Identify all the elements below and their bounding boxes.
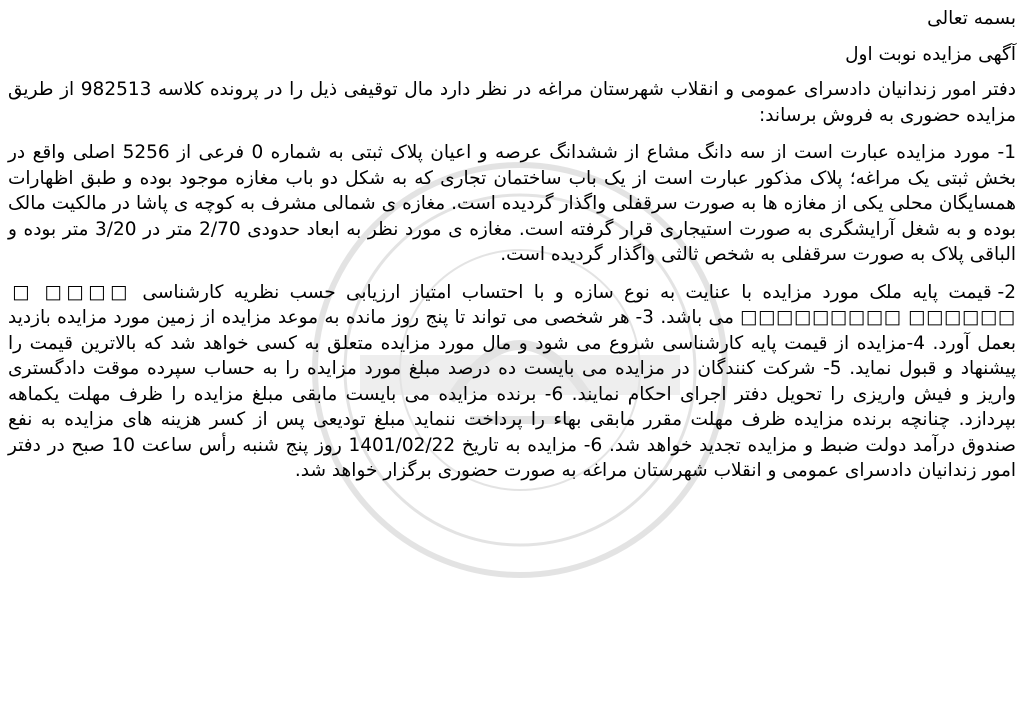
intro-paragraph: دفتر امور زندانیان دادسرای عمومی و انقلاب شهرستان مراغه در نظر دارد مال توقیفی ذیل را در پرونده کلاسه 982513 از طریق مزایده حضوری به فروش برساند: (8, 79, 1016, 126)
item-2-paragraph: 2- قیمت پایه ملک مورد مزایده با عنایت به نوع سازه و با احتساب امتیاز ارزیابی حسب نظریه کارشناسی □□□□ □ □□□□□□ □□□□□□□□□ می باشد. 3- هر شخصی می تواند تا پنج روز مانده به موعد مزایده از زمین مورد مزایده بازدید بعمل آورد. 4-مزایده از قیمت پایه کارشناسی شروع می شود و مال مورد مزایده متعلق به کسی خواهد شد که بالاترین قیمت را پیشنهاد و قبول نماید. 5- شرکت کنندگان در مزایده می بایست ده درصد مبلغ مورد مزایده را به حساب سپرده موقت دادگستری واریز و فیش واریزی را تحویل دفتر اجرای احکام نمایند. 6- برنده مزایده می بایست مابقی مبلغ مزایده را ظرف مهلت یکماهه بپردازد. چنانچه برنده مزایده ظرف مهلت مقرر مابقی بهاء را پرداخت ننماید مبلغ تودیعی پس از کسر هزینه های مزایده به نفع صندوق درآمد دولت ضبط و مزایده تجدید خواهد شد. 6- مزایده به تاریخ 1401/02/22 روز پنج شنبه رأس ساعت 10 صبح در دفتر امور زندانیان دادسرای عمومی و انقلاب شهرستان مراغه به صورت حضوری برگزار خواهد شد. (8, 281, 1016, 481)
notice-document (8, 6, 1016, 484)
item-1-paragraph: 1- مورد مزایده عبارت است از سه دانگ مشاع از ششدانگ عرصه و اعیان پلاک ثبتی به شماره 0 فرعی از 5256 اصلی واقع در بخش ثبتی یک مراغه؛ پلاک مذکور عبارت است از یک باب ساختمان تجاری که به شکل دو باب مغازه موجود بوده و طبق اظهارات همسایگان محلی یکی از مغازه ها به صورت سرقفلی واگذار گردیده است. مغازه ی شمالی مشرف به کوچه ی پاشا در مالکیت مالک بوده و به شغل آرایشگری به صورت استیجاری قرار گرفته است. مغازه ی مورد نظر به ابعاد حدودی 2/70 متر در 3/20 متر بوده و الباقی پلاک به صورت سرقفلی به شخص ثالثی واگذار گردیده است. (8, 142, 1016, 265)
doc-title: آگهی مزایده نوبت اول (845, 43, 1016, 65)
doc-heading: بسمه تعالی (927, 8, 1016, 29)
